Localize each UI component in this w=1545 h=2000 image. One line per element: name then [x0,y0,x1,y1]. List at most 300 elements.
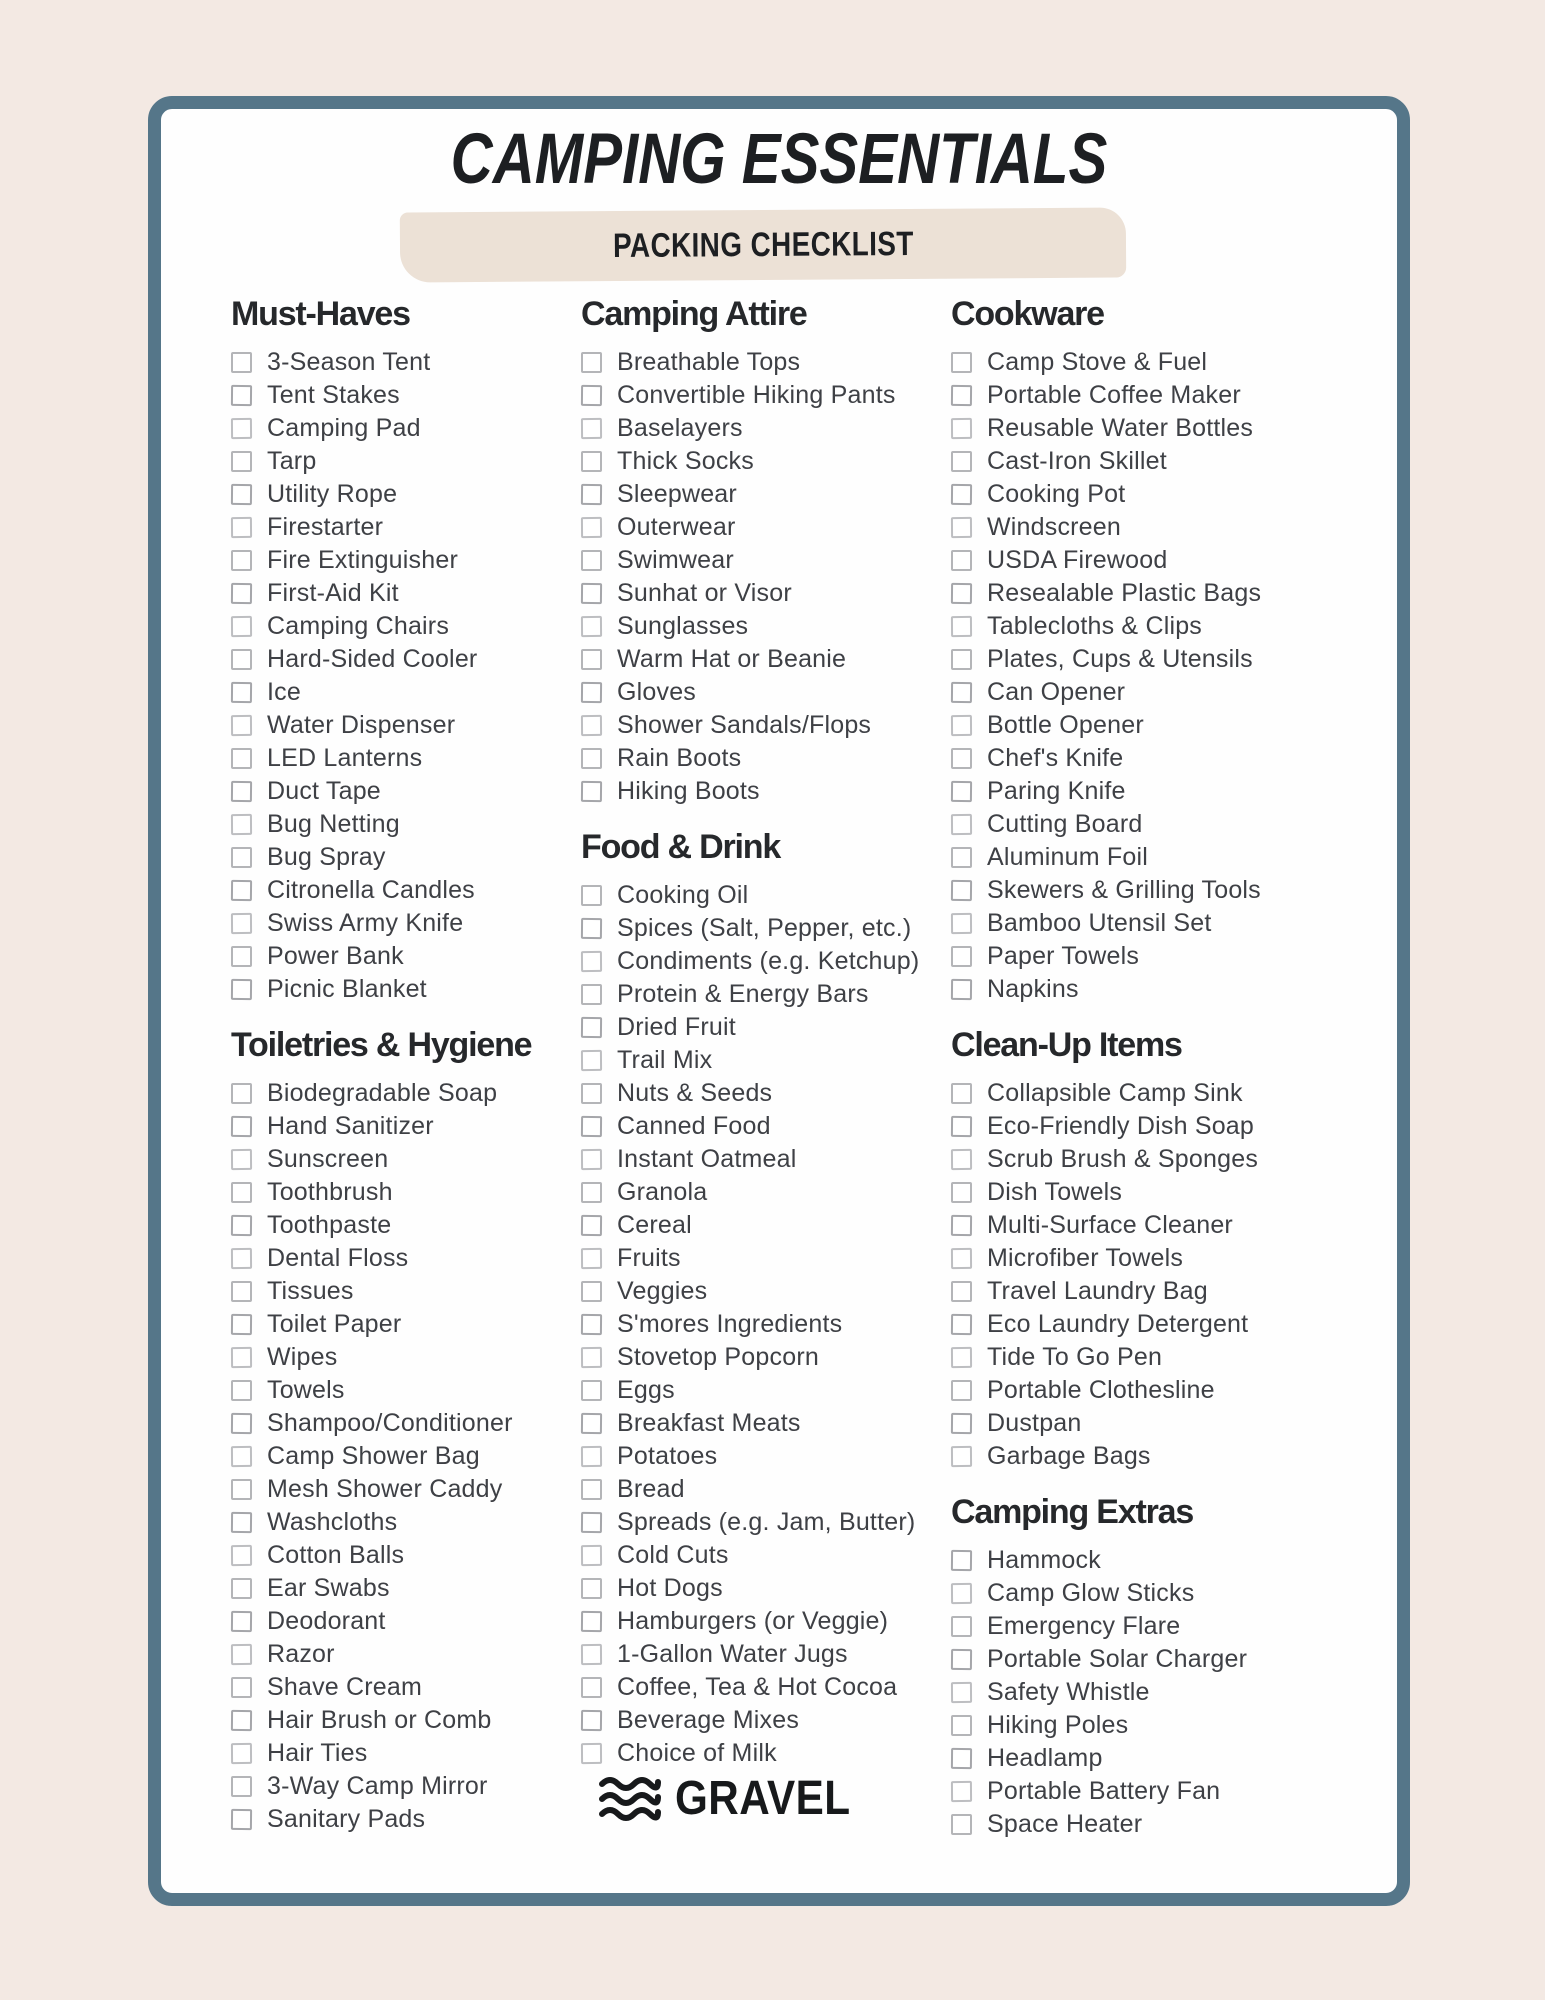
item-label: Coffee, Tea & Hot Cocoa [617,1673,898,1701]
item-label: Bottle Opener [987,711,1144,739]
checkbox[interactable] [951,649,972,670]
checkbox[interactable] [951,1215,972,1236]
checklist-item [581,445,973,478]
checkbox[interactable] [951,1380,972,1401]
item-label: Duct Tape [267,777,381,805]
checkbox[interactable] [231,1545,252,1566]
checkbox[interactable] [231,1743,252,1764]
checkbox[interactable] [231,1182,252,1203]
checklist-item [581,1671,973,1704]
item-label: Canned Food [617,1112,771,1140]
checkbox[interactable] [231,748,252,769]
checkbox[interactable] [231,847,252,868]
item-label: Breathable Tops [617,348,801,376]
item-label: Portable Solar Charger [987,1645,1248,1673]
checkbox[interactable] [581,1611,602,1632]
checklist-item [581,1044,973,1077]
checkbox[interactable] [951,1583,972,1604]
item-label: Tent Stakes [267,381,400,409]
item-label: Hammock [987,1546,1101,1574]
item-label: Mesh Shower Caddy [267,1475,503,1503]
checkbox[interactable] [231,418,252,439]
checkbox[interactable] [581,616,602,637]
checkbox[interactable] [951,484,972,505]
checkbox[interactable] [581,1743,602,1764]
checkbox[interactable] [951,616,972,637]
checklist-item [231,1440,623,1473]
item-label: Deodorant [267,1607,386,1635]
item-label: Camp Stove & Fuel [987,348,1208,376]
item-label: Picnic Blanket [267,975,427,1003]
checkbox[interactable] [581,1116,602,1137]
checklist-item [951,577,1343,610]
checklist-item [231,709,623,742]
checklist-item [951,676,1343,709]
checklist-item [581,1077,973,1110]
item-label: Toilet Paper [267,1310,402,1338]
item-label: Cotton Balls [267,1541,405,1569]
checklist-item [951,610,1343,643]
checkbox[interactable] [951,1649,972,1670]
checkbox[interactable] [581,1512,602,1533]
checkbox[interactable] [581,1578,602,1599]
item-label: Space Heater [987,1810,1143,1838]
checkbox[interactable] [581,1281,602,1302]
checkbox[interactable] [951,1748,972,1769]
checklist-item [581,676,973,709]
checklist-item [231,1308,623,1341]
item-label: Potatoes [617,1442,718,1470]
item-label: Hand Sanitizer [267,1112,434,1140]
checkbox[interactable] [231,1347,252,1368]
checklist-item [951,907,1343,940]
checklist-item [581,412,973,445]
checkbox[interactable] [951,715,972,736]
item-label: Hard-Sided Cooler [267,645,478,673]
checkbox[interactable] [951,1446,972,1467]
checkbox[interactable] [951,682,972,703]
checkbox[interactable] [231,1314,252,1335]
checkbox[interactable] [231,1413,252,1434]
checklist-item [951,544,1343,577]
checkbox[interactable] [231,979,252,1000]
item-label: Citronella Candles [267,876,475,904]
checkbox[interactable] [951,979,972,1000]
checkbox[interactable] [581,951,602,972]
checkbox[interactable] [951,517,972,538]
item-label: Cutting Board [987,810,1143,838]
checklist-item [951,445,1343,478]
checklist-item [231,1704,623,1737]
checkbox[interactable] [581,1479,602,1500]
checklist-item [231,1770,623,1803]
checkbox[interactable] [231,1512,252,1533]
item-label: Travel Laundry Bag [987,1277,1208,1305]
item-label: Granola [617,1178,708,1206]
checkbox[interactable] [951,1083,972,1104]
checklist-item [231,1473,623,1506]
checkbox[interactable] [581,984,602,1005]
checkbox[interactable] [231,1611,252,1632]
checkbox[interactable] [581,1182,602,1203]
item-label: Bread [617,1475,685,1503]
checkbox[interactable] [231,550,252,571]
checklist-item [231,1737,623,1770]
checkbox[interactable] [581,484,602,505]
item-label: Dried Fruit [617,1013,736,1041]
checkbox[interactable] [951,1715,972,1736]
checkbox[interactable] [951,781,972,802]
item-label: Portable Battery Fan [987,1777,1221,1805]
checkbox[interactable] [581,1083,602,1104]
checklist-item [231,973,623,1006]
checkbox[interactable] [581,352,602,373]
checklist-item [581,912,973,945]
page-title: CAMPING ESSENTIALS [450,120,1108,199]
checkbox[interactable] [951,352,972,373]
checklist-item [231,1242,623,1275]
checklist-item [581,1209,973,1242]
item-label: Microfiber Towels [987,1244,1184,1272]
checklist-item [951,1077,1343,1110]
checkbox[interactable] [231,1479,252,1500]
checklist-item [951,346,1343,379]
checklist-item [951,412,1343,445]
checkbox[interactable] [231,1446,252,1467]
checkbox[interactable] [231,517,252,538]
checkbox[interactable] [231,616,252,637]
checklist-item [581,1605,973,1638]
checklist-item [951,511,1343,544]
checkbox[interactable] [951,814,972,835]
checklist-item [231,478,623,511]
checklist-item [951,709,1343,742]
checkbox[interactable] [581,918,602,939]
checkbox[interactable] [581,1446,602,1467]
item-label: Emergency Flare [987,1612,1181,1640]
section-heading: Toiletries & Hygiene [231,1026,532,1064]
checklist-item [231,1506,623,1539]
checkbox[interactable] [231,1149,252,1170]
checkbox[interactable] [581,649,602,670]
checkbox[interactable] [581,1380,602,1401]
checkbox[interactable] [951,1682,972,1703]
checkbox[interactable] [231,1710,252,1731]
item-label: Beverage Mixes [617,1706,800,1734]
item-label: Choice of Milk [617,1739,777,1767]
checklist-item [951,1808,1343,1841]
checklist-item [581,1539,973,1572]
checklist-item [231,1341,623,1374]
checkbox[interactable] [231,1248,252,1269]
checklist-item [231,379,623,412]
page-subtitle: PACKING CHECKLIST [612,224,914,265]
item-label: Ear Swabs [267,1574,390,1602]
checkbox[interactable] [231,1677,252,1698]
item-label: Hair Brush or Comb [267,1706,492,1734]
checkbox[interactable] [231,1380,252,1401]
item-label: Bug Netting [267,810,400,838]
checkbox[interactable] [581,550,602,571]
checklist-item [581,610,973,643]
item-label: Breakfast Meats [617,1409,801,1437]
checkbox[interactable] [231,649,252,670]
waves-icon [598,1772,662,1826]
item-label: Fire Extinguisher [267,546,458,574]
checkbox[interactable] [231,1644,252,1665]
checkbox[interactable] [951,946,972,967]
section-heading: Food & Drink [581,828,781,866]
checkbox[interactable] [951,1413,972,1434]
item-label: Sleepwear [617,480,737,508]
checkbox[interactable] [581,781,602,802]
checkbox[interactable] [581,1413,602,1434]
checkbox[interactable] [951,418,972,439]
checkbox[interactable] [581,385,602,406]
item-label: Outerwear [617,513,736,541]
checklist-item [581,1440,973,1473]
item-label: Warm Hat or Beanie [617,645,847,673]
checklist-item [581,945,973,978]
item-label: Tide To Go Pen [987,1343,1163,1371]
item-label: S'mores Ingredients [617,1310,843,1338]
checkbox[interactable] [581,1215,602,1236]
checkbox[interactable] [231,682,252,703]
checklist-item [231,1143,623,1176]
checklist-item [581,775,973,808]
checklist-item [581,1704,973,1737]
checkbox[interactable] [231,1776,252,1797]
checklist-item [581,511,973,544]
checklist-item [231,1110,623,1143]
checkbox[interactable] [951,1814,972,1835]
checkbox[interactable] [581,583,602,604]
checkbox[interactable] [581,1710,602,1731]
item-label: Camp Glow Sticks [987,1579,1195,1607]
checklist-item [231,412,623,445]
checkbox[interactable] [951,550,972,571]
checklist-item [231,1572,623,1605]
checkbox[interactable] [231,1083,252,1104]
checklist-item [231,940,623,973]
checkbox[interactable] [951,1248,972,1269]
item-label: Towels [267,1376,345,1404]
checkbox[interactable] [581,1050,602,1071]
item-label: Washcloths [267,1508,398,1536]
item-label: Biodegradable Soap [267,1079,498,1107]
checklist-item [581,346,973,379]
checklist-item [581,1737,973,1770]
checklist-item [581,643,973,676]
checkbox[interactable] [581,1248,602,1269]
checklist-item [231,1176,623,1209]
checkbox[interactable] [951,1149,972,1170]
checkbox[interactable] [951,913,972,934]
checkbox[interactable] [951,1281,972,1302]
checkbox[interactable] [231,814,252,835]
item-label: Paper Towels [987,942,1140,970]
item-label: Fruits [617,1244,681,1272]
checklist-item [581,1011,973,1044]
item-label: Eggs [617,1376,675,1404]
item-label: Sunglasses [617,612,749,640]
checklist-item [951,1176,1343,1209]
checkbox[interactable] [581,1017,602,1038]
checkbox[interactable] [581,682,602,703]
checkbox[interactable] [951,1347,972,1368]
checklist-item [231,544,623,577]
checklist-item [581,478,973,511]
item-label: Stovetop Popcorn [617,1343,819,1371]
checkbox[interactable] [231,946,252,967]
item-label: Collapsible Camp Sink [987,1079,1243,1107]
checklist-item [581,1275,973,1308]
checklist-item [231,1803,623,1836]
checkbox[interactable] [231,1281,252,1302]
item-label: Gloves [617,678,697,706]
checklist-item [581,709,973,742]
checklist-item [231,775,623,808]
checklist-item [951,1440,1343,1473]
checklist-item [581,742,973,775]
checklist-item [231,1671,623,1704]
checkbox[interactable] [951,1182,972,1203]
item-label: Dental Floss [267,1244,409,1272]
item-label: Toothpaste [267,1211,392,1239]
checklist-item [951,775,1343,808]
checkbox[interactable] [581,1644,602,1665]
item-label: Tissues [267,1277,354,1305]
item-label: Hiking Poles [987,1711,1129,1739]
checklist-item [951,1577,1343,1610]
item-label: Protein & Energy Bars [617,980,869,1008]
item-label: Scrub Brush & Sponges [987,1145,1259,1173]
checklist-item [581,1572,973,1605]
checkbox[interactable] [231,913,252,934]
item-label: Headlamp [987,1744,1103,1772]
checkbox[interactable] [951,583,972,604]
checkbox[interactable] [951,1314,972,1335]
checkbox[interactable] [581,715,602,736]
item-label: First-Aid Kit [267,579,399,607]
item-label: Spreads (e.g. Jam, Butter) [617,1508,916,1536]
checkbox[interactable] [581,517,602,538]
checkbox[interactable] [951,385,972,406]
checkbox[interactable] [951,847,972,868]
checklist-item [231,643,623,676]
section-heading: Camping Attire [581,295,807,333]
checklist-item [951,1308,1343,1341]
checkbox[interactable] [951,1116,972,1137]
checklist-item [581,1308,973,1341]
item-label: Portable Clothesline [987,1376,1215,1404]
checkbox[interactable] [581,1149,602,1170]
checkbox[interactable] [951,880,972,901]
checkbox[interactable] [231,1116,252,1137]
checklist-item [951,808,1343,841]
item-label: USDA Firewood [987,546,1168,574]
checkbox[interactable] [581,748,602,769]
item-label: Garbage Bags [987,1442,1151,1470]
checklist-item [581,1110,973,1143]
checkbox[interactable] [231,781,252,802]
item-label: Convertible Hiking Pants [617,381,896,409]
checkbox[interactable] [231,583,252,604]
checkbox[interactable] [581,1545,602,1566]
checkbox[interactable] [231,385,252,406]
checklist-item [231,1407,623,1440]
checklist-item [231,346,623,379]
checkbox[interactable] [951,451,972,472]
checkbox[interactable] [231,352,252,373]
checklist-item [951,379,1343,412]
checkbox[interactable] [951,1616,972,1637]
item-label: Napkins [987,975,1079,1003]
checkbox[interactable] [951,1781,972,1802]
checklist-item [581,1638,973,1671]
checkbox[interactable] [231,1578,252,1599]
item-label: Paring Knife [987,777,1126,805]
checkbox[interactable] [581,885,602,906]
item-label: Dustpan [987,1409,1082,1437]
item-label: Skewers & Grilling Tools [987,876,1261,904]
item-label: Razor [267,1640,335,1668]
checkbox[interactable] [231,1809,252,1830]
checklist-item [231,1605,623,1638]
checkbox[interactable] [951,1550,972,1571]
logo-text: GRAVEL [675,1772,851,1825]
item-label: 3-Way Camp Mirror [267,1772,488,1800]
column-1 [231,291,623,1836]
item-label: Utility Rope [267,480,398,508]
checklist-item [951,1341,1343,1374]
checklist-item [951,1544,1343,1577]
checkbox[interactable] [231,484,252,505]
checklist-item [231,874,623,907]
checkbox[interactable] [231,451,252,472]
checklist-item [951,1742,1343,1775]
item-label: Bamboo Utensil Set [987,909,1212,937]
checkbox[interactable] [581,1314,602,1335]
checkbox[interactable] [581,1677,602,1698]
checklist-item [951,1676,1343,1709]
checklist-item [581,1407,973,1440]
checklist-item [581,1143,973,1176]
item-label: Power Bank [267,942,404,970]
checklist-item [951,1775,1343,1808]
item-label: Eco-Friendly Dish Soap [987,1112,1255,1140]
column-2 [581,291,973,1770]
checklist-item [951,1643,1343,1676]
checklist-item [581,577,973,610]
checkbox[interactable] [581,1347,602,1368]
checklist-item [231,742,623,775]
item-label: Trail Mix [617,1046,713,1074]
checklist-item [951,1275,1343,1308]
checkbox[interactable] [231,1215,252,1236]
checklist-item [951,1610,1343,1643]
checkbox[interactable] [581,418,602,439]
item-label: Toothbrush [267,1178,393,1206]
checklist-item [951,1143,1343,1176]
item-label: 1-Gallon Water Jugs [617,1640,848,1668]
item-label: Windscreen [987,513,1121,541]
checkbox[interactable] [951,748,972,769]
checkbox[interactable] [231,715,252,736]
item-label: Swiss Army Knife [267,909,464,937]
checkbox[interactable] [231,880,252,901]
checkbox[interactable] [581,451,602,472]
